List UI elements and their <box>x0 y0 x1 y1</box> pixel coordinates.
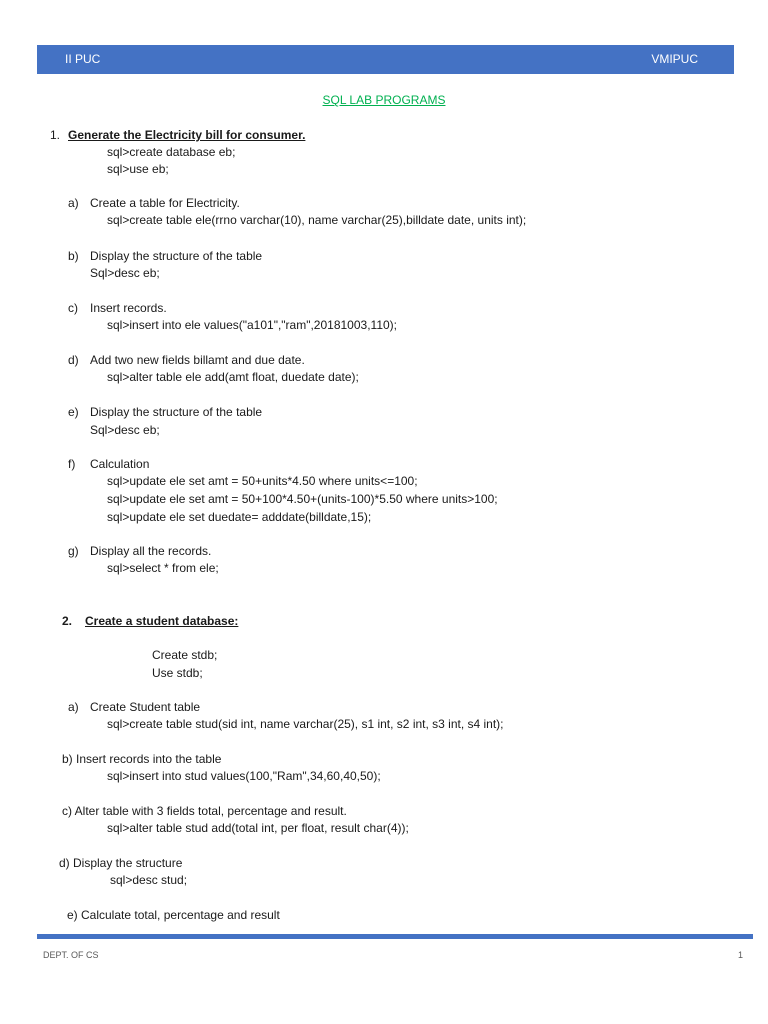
section1-use-db: sql>use eb; <box>107 162 169 176</box>
item-e-text: Display the structure of the table <box>90 405 263 419</box>
item2-a-text: Create Student table <box>90 700 201 714</box>
item-f-sql-1: sql>update ele set amt = 50+units*4.50 where units<=100; <box>107 474 418 488</box>
item2-a-sql: sql>create table stud(sid int, name varchar(25), s1 int, s2 int, s3 int, s4 int); <box>107 717 504 731</box>
section2-use-db: Use stdb; <box>152 666 203 680</box>
item2-marker-a: a) <box>68 700 79 714</box>
section1-number: 1. <box>50 128 61 142</box>
item2-b-sql: sql>insert into stud values(100,"Ram",34,60,40,50); <box>107 769 381 783</box>
header-class-label: II PUC <box>65 52 101 66</box>
item-marker-f: f) <box>68 457 76 471</box>
item-marker-a: a) <box>68 196 79 210</box>
item-a-sql: sql>create table ele(rrno varchar(10), name varchar(25),billdate date, units int); <box>107 213 527 227</box>
item-g-sql: sql>select * from ele; <box>107 561 219 575</box>
item-marker-c: c) <box>68 301 78 315</box>
section2-number: 2. <box>62 614 73 628</box>
item-marker-b: b) <box>68 249 79 263</box>
page-header-bar <box>37 45 734 74</box>
item2-d-text: d) Display the structure <box>59 856 183 870</box>
item-d-text: Add two new fields billamt and due date. <box>90 353 305 367</box>
item-b-text: Display the structure of the table <box>90 249 263 263</box>
item-f-sql-2: sql>update ele set amt = 50+100*4.50+(units-100)*5.50 where units>100; <box>107 492 498 506</box>
footer-page-number: 1 <box>738 950 744 960</box>
item-e-sql: Sql>desc eb; <box>90 423 160 437</box>
item2-c-text: c) Alter table with 3 fields total, percentage and result. <box>62 804 347 818</box>
item2-e-text: e) Calculate total, percentage and result <box>67 908 280 922</box>
item-a-text: Create a table for Electricity. <box>90 196 240 210</box>
item-marker-g: g) <box>68 544 79 558</box>
section1-create-db: sql>create database eb; <box>107 145 236 159</box>
item2-b-text: b) Insert records into the table <box>62 752 222 766</box>
item-marker-e: e) <box>68 405 79 419</box>
footer-department: DEPT. OF CS <box>43 950 99 960</box>
section2-create-db: Create stdb; <box>152 648 218 662</box>
item2-c-sql: sql>alter table stud add(total int, per float, result char(4)); <box>107 821 409 835</box>
section1-heading: Generate the Electricity bill for consumer. <box>68 128 306 142</box>
item-f-text: Calculation <box>90 457 150 471</box>
item-c-text: Insert records. <box>90 301 167 315</box>
footer-rule <box>37 934 753 939</box>
header-college-label: VMIPUC <box>651 52 698 66</box>
item-d-sql: sql>alter table ele add(amt float, duedate date); <box>107 370 359 384</box>
item-marker-d: d) <box>68 353 79 367</box>
page-title: SQL LAB PROGRAMS <box>322 93 446 107</box>
item-c-sql: sql>insert into ele values("a101","ram",20181003,110); <box>107 318 397 332</box>
item2-d-sql: sql>desc stud; <box>110 873 188 887</box>
item-g-text: Display all the records. <box>90 544 212 558</box>
item-f-sql-3: sql>update ele set duedate= adddate(billdate,15); <box>107 510 372 524</box>
item-b-sql: Sql>desc eb; <box>90 266 160 280</box>
section2-heading: Create a student database: <box>85 614 239 628</box>
